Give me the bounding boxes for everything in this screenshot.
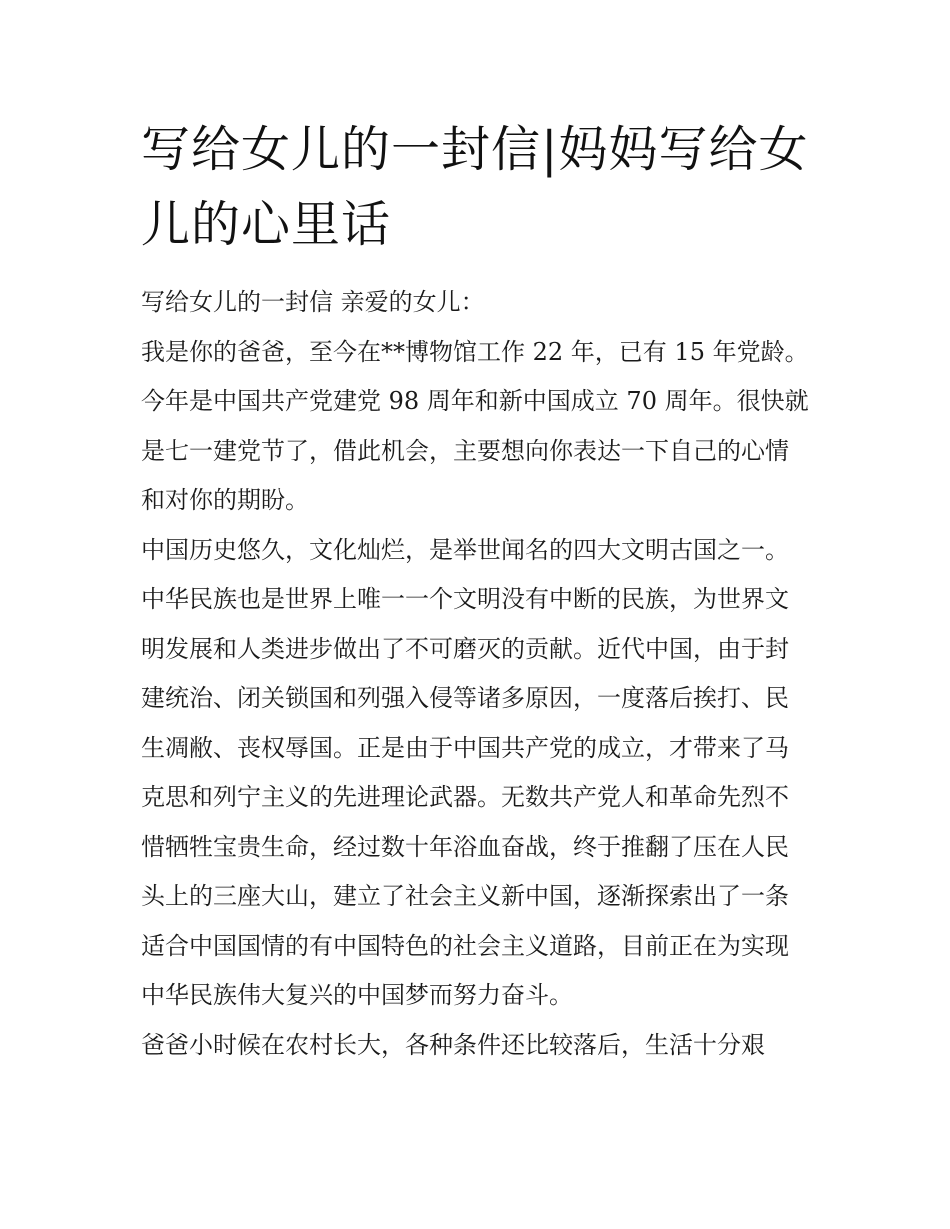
body-line: 克思和列宁主义的先进理论武器。无数共产党人和革命先烈不 bbox=[141, 783, 789, 811]
body-line: 中华民族伟大复兴的中国梦而努力奋斗。 bbox=[141, 981, 573, 1009]
title-line-1: 写给女儿的一封信|妈妈写给女 bbox=[141, 121, 809, 178]
document-title bbox=[141, 112, 821, 262]
body-line-salutation: 写给女儿的一封信 亲爱的女儿： bbox=[141, 288, 485, 316]
body-line: 生凋敝、丧权辱国。正是由于中国共产党的成立，才带来了马 bbox=[141, 733, 789, 762]
title-line-2: 儿的心里话 bbox=[141, 196, 392, 253]
body-line: 中华民族也是世界上唯一一个文明没有中断的民族，为世界文 bbox=[141, 585, 789, 613]
body-line: 是七一建党节了，借此机会，主要想向你表达一下自己的心情 bbox=[141, 436, 789, 465]
body-line: 惜牺牲宝贵生命，经过数十年浴血奋战，终于推翻了压在人民 bbox=[141, 832, 789, 861]
body-line: 我是你的爸爸，至今在**博物馆工作 22 年，已有 15 年党龄。 bbox=[141, 337, 809, 366]
body-line: 和对你的期盼。 bbox=[141, 486, 309, 514]
body-line: 头上的三座大山，建立了社会主义新中国，逐渐探索出了一条 bbox=[141, 882, 789, 910]
document-body bbox=[141, 282, 831, 1074]
body-line: 适合中国国情的有中国特色的社会主义道路，目前正在为实现 bbox=[141, 931, 789, 960]
body-line: 明发展和人类进步做出了不可磨灭的贡献。近代中国，由于封 bbox=[141, 634, 789, 663]
body-line: 中国历史悠久，文化灿烂，是举世闻名的四大文明古国之一。 bbox=[141, 535, 789, 564]
body-line: 今年是中国共产党建党 98 周年和新中国成立 70 周年。很快就 bbox=[141, 387, 809, 415]
body-line: 建统治、闭关锁国和列强入侵等诸多原因，一度落后挨打、民 bbox=[141, 684, 789, 712]
body-line: 爸爸小时候在农村长大，各种条件还比较落后，生活十分艰 bbox=[141, 1030, 765, 1059]
